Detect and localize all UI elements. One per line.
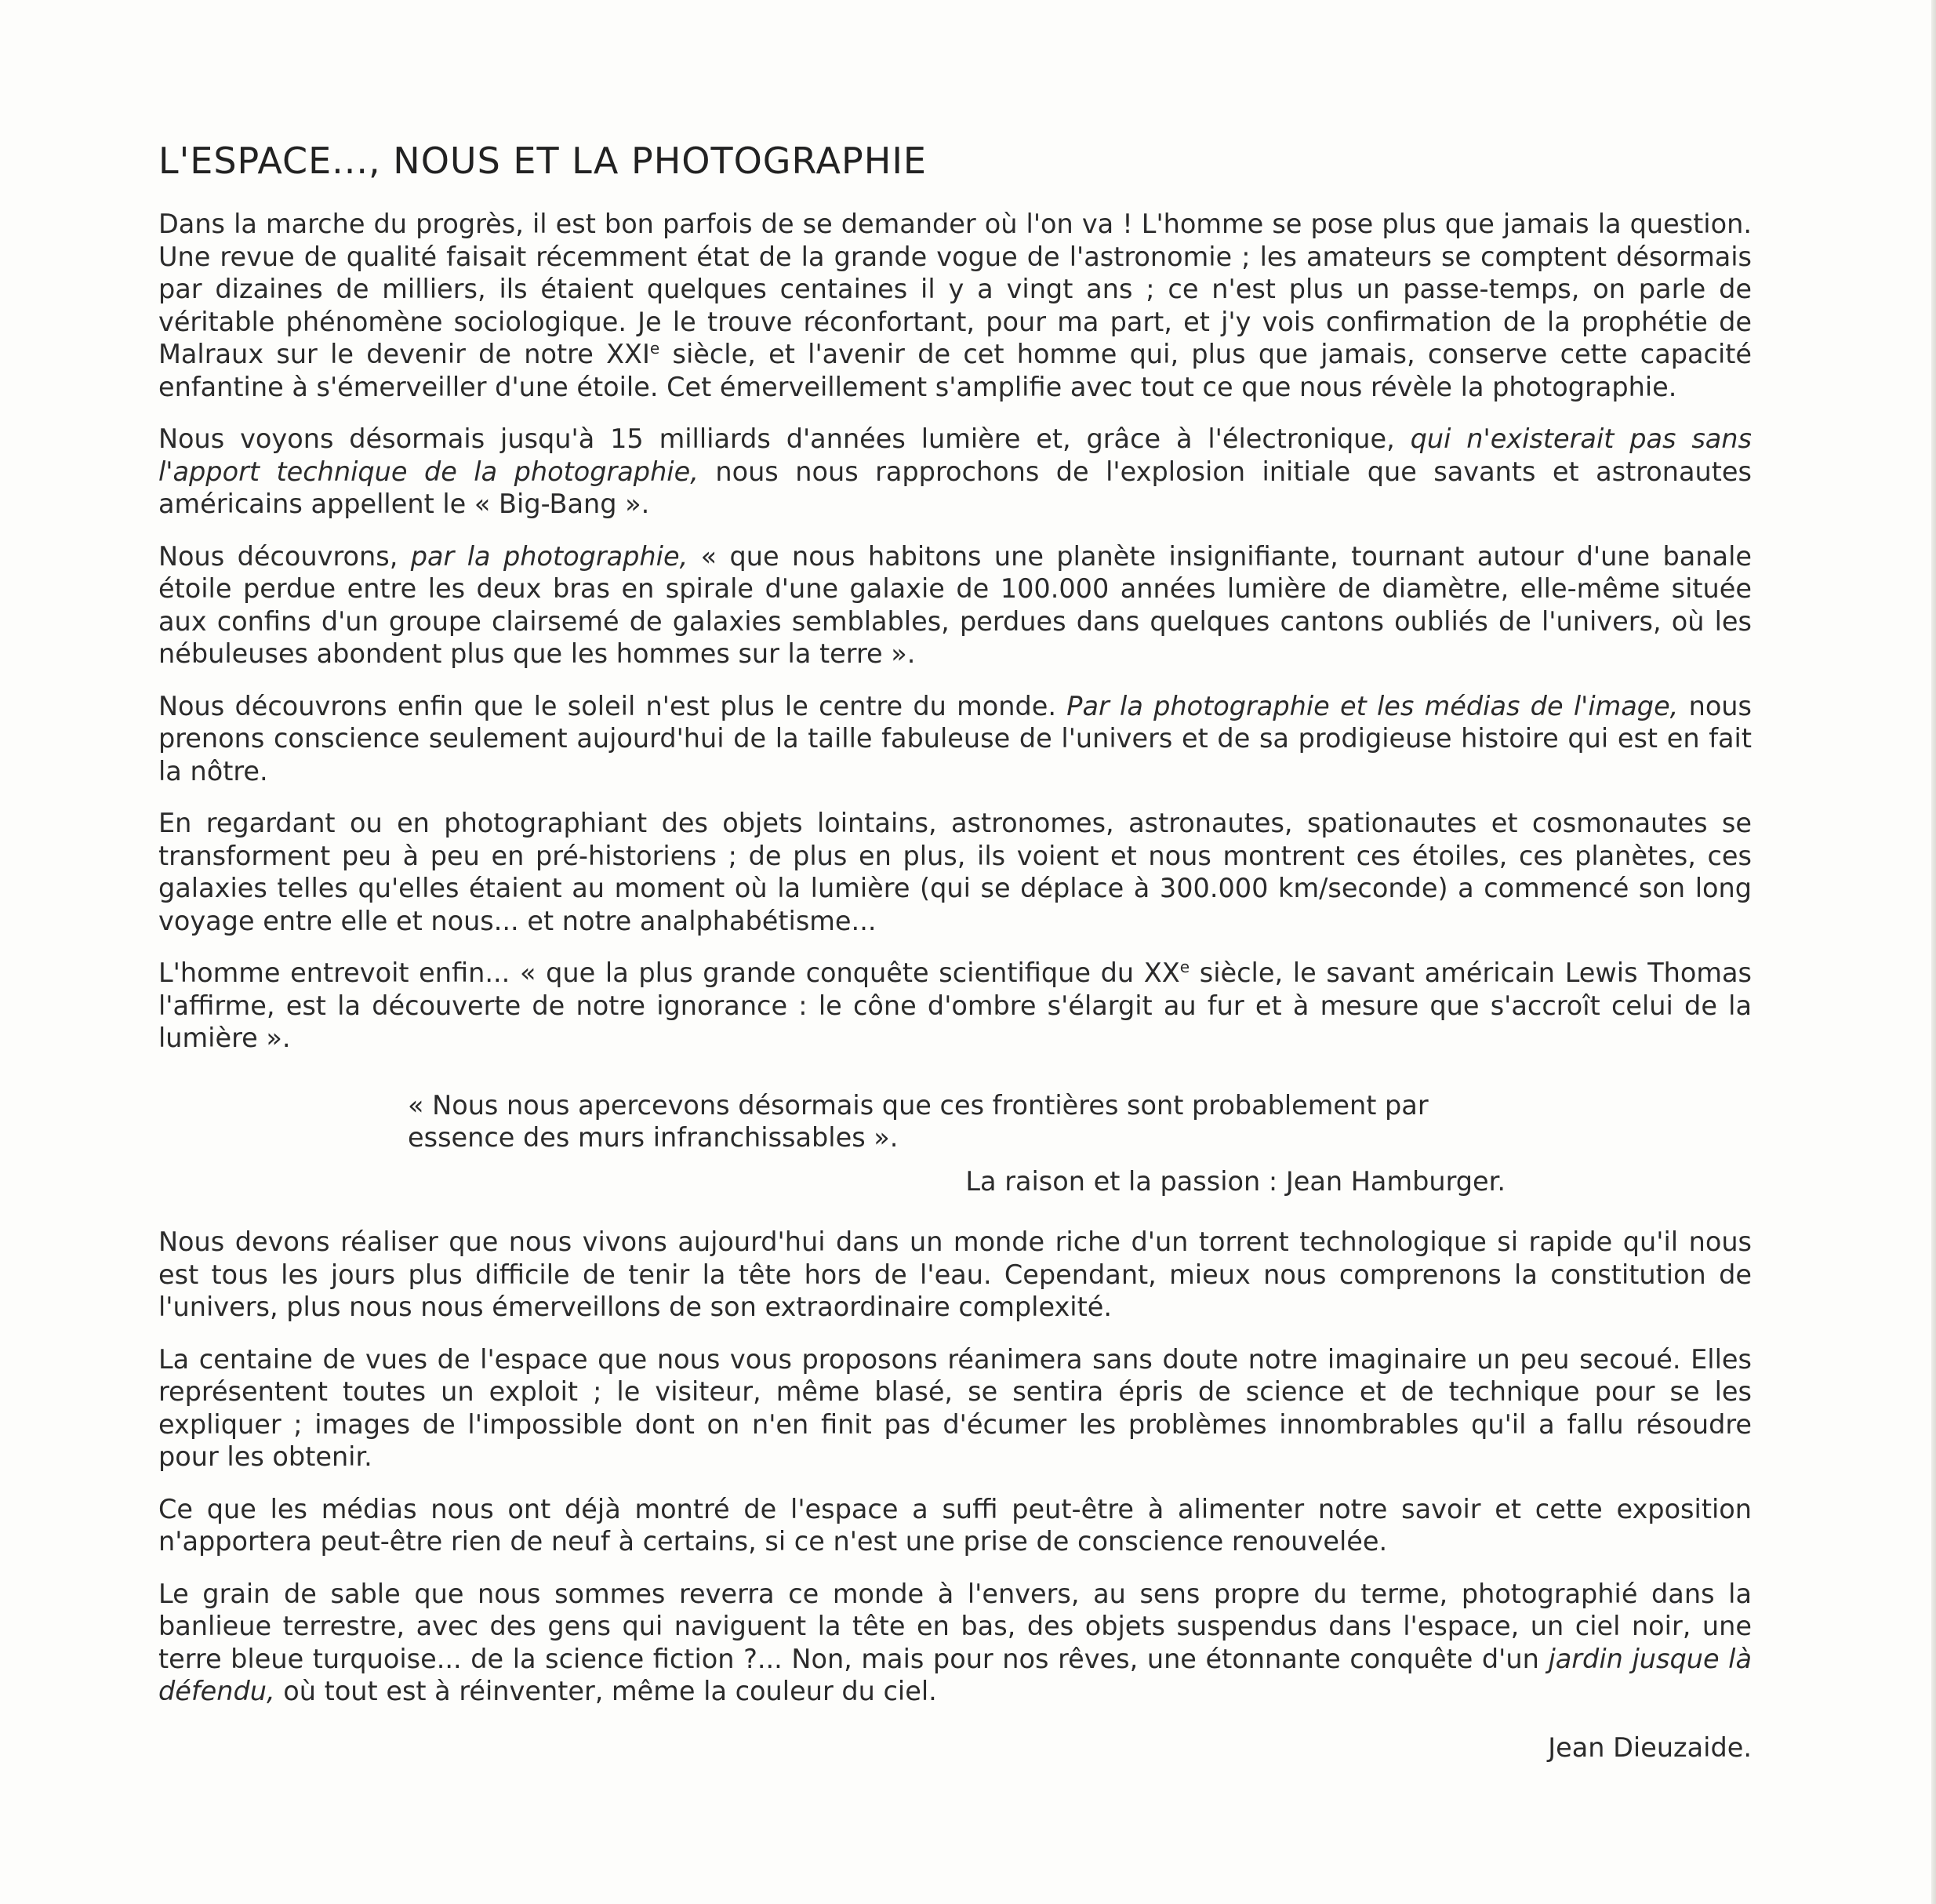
paragraph-5: En regardant ou en photographiant des objets lointains, astronomes, astronautes, spationautes et cosmonautes se transforment peu à peu en pré-historiens ; de plus en plus, ils voient et nous montrent ces étoiles, ces planètes, ces galaxies telles qu'elles étaient au moment où la lumière (qui se déplace à 300.000 km/seconde) a commencé son long voyage entre elle et nous... et notre analphabétisme... xyxy=(158,808,1752,936)
paragraph-10-text-a: Le grain de sable que nous sommes reverra ce monde à l'envers, au sens propre du terme, photographié dans la banlieue terrestre, avec des gens qui naviguent la tête en bas, des objets suspendus dans l'espace, un ciel noir, une terre bleue turquoise... de la science fiction ?... Non, mais pour nos rêves, une étonnante conquête d'un xyxy=(158,1578,1752,1674)
page-edge xyxy=(1931,0,1936,1904)
paragraph-6-text-b: siècle, le savant américain Lewis Thomas l'affirme, est la découverte de notre ignorance : le cône d'ombre s'élargit au fur et à mesure que s'accroît celui de la lumière ». xyxy=(158,957,1753,1054)
paragraph-9: Ce que les médias nous ont déjà montré de l'espace a suffi peut-être à alimenter notre savoir et cette exposition n'apportera peut-être rien de neuf à certains, si ce n'est une prise de conscience renouvelée. xyxy=(158,1493,1752,1557)
paragraph-1-superscript: e xyxy=(649,339,660,358)
paragraph-2-text-a: Nous voyons désormais jusqu'à 15 milliards d'années lumière et, grâce à l'électronique, xyxy=(158,423,1411,455)
paragraph-3-italic: par la photographie, xyxy=(410,540,688,572)
paragraph-6 xyxy=(158,957,1752,1055)
paragraph-10 xyxy=(158,1578,1752,1708)
paragraph-4-italic: Par la photographie et les médias de l'image, xyxy=(1066,690,1679,721)
paragraph-2 xyxy=(158,423,1752,521)
quote-text: « Nous nous apercevons désormais que ces frontières sont probablement par essence des murs infranchissables ». xyxy=(408,1089,1429,1154)
paragraph-8: La centaine de vues de l'espace que nous vous proposons réanimera sans doute notre imaginaire un peu secoué. Elles représentent toutes un exploit ; le visiteur, même blasé, se sentira épris de science et de technique pour se les expliquer ; images de l'impossible dont on n'en finit pas d'écumer les problèmes innombrables qu'il a fallu résoudre pour les obtenir. xyxy=(158,1343,1752,1473)
author-signature: Jean Dieuzaide. xyxy=(1548,1731,1752,1763)
quote-source: La raison et la passion : Jean Hamburger. xyxy=(965,1165,1506,1197)
article-title: L'ESPACE..., NOUS ET LA PHOTOGRAPHIE xyxy=(158,140,927,182)
paragraph-4-text-a: Nous découvrons enfin que le soleil n'est plus le centre du monde. xyxy=(158,690,1067,721)
paragraph-10-italic: jardin jusque là défendu, xyxy=(158,1643,1752,1707)
paragraph-3-text-b: « que nous habitons une planète insignifiante, tournant autour d'une banale étoile perdue entre les deux bras en spirale d'une galaxie de 100.000 années lumière de diamètre, elle-même située aux confins d'un groupe clairsemé de galaxies semblables, perdues dans quelques cantons oubliés de l'univers, où les nébuleuses abondent plus que les hommes sur la terre ». xyxy=(158,540,1753,670)
paragraph-2-text-b: nous nous rapprochons de l'explosion initiale que savants et astronautes américains appellent le « Big-Bang ». xyxy=(158,456,1752,520)
paragraph-3-text-a: Nous découvrons, xyxy=(158,540,411,572)
paragraph-4-text-b: nous prenons conscience seulement aujourd'hui de la taille fabuleuse de l'univers et de sa prodigieuse histoire qui est en fait la nôtre. xyxy=(158,690,1752,787)
paragraph-1 xyxy=(158,208,1752,403)
paragraph-1-text-b: siècle, et l'avenir de cet homme qui, plus que jamais, conserve cette capacité enfantine à s'émerveiller d'une étoile. Cet émerveillement s'amplifie avec tout ce que nous révèle la photographie. xyxy=(158,339,1752,402)
paragraph-4 xyxy=(158,690,1752,788)
paragraph-3 xyxy=(158,540,1752,670)
paragraph-10-text-b: où tout est à réinventer, même la couleur du ciel. xyxy=(274,1676,937,1707)
paragraph-2-italic: qui n'existerait pas sans l'apport technique de la photographie, xyxy=(158,423,1752,487)
article xyxy=(158,140,1752,1764)
paragraph-6-superscript: e xyxy=(1179,957,1190,977)
paragraph-6-text-a: L'homme entrevoit enfin... « que la plus grande conquête scientifique du XX xyxy=(158,957,1180,989)
block-quote xyxy=(408,1089,1506,1198)
paragraph-7: Nous devons réaliser que nous vivons aujourd'hui dans un monde riche d'un torrent technologique si rapide qu'il nous est tous les jours plus difficile de tenir la tête hors de l'eau. Cependant, mieux nous comprenons la constitution de l'univers, plus nous nous émerveillons de son extraordinaire complexité. xyxy=(158,1226,1752,1323)
paragraph-1-text-a: Dans la marche du progrès, il est bon parfois de se demander où l'on va ! L'homme se pose plus que jamais la question. Une revue de qualité faisait récemment état de la grande vogue de l'astronomie ; les amateurs se comptent désormais par dizaines de milliers, ils étaient quelques centaines il y a vingt ans ; ce n'est plus un passe-temps, on parle de véritable phénomène sociologique. Je le trouve réconfortant, pour ma part, et j'y vois confirmation de la prophétie de Malraux sur le devenir de notre XXI xyxy=(158,209,1752,370)
